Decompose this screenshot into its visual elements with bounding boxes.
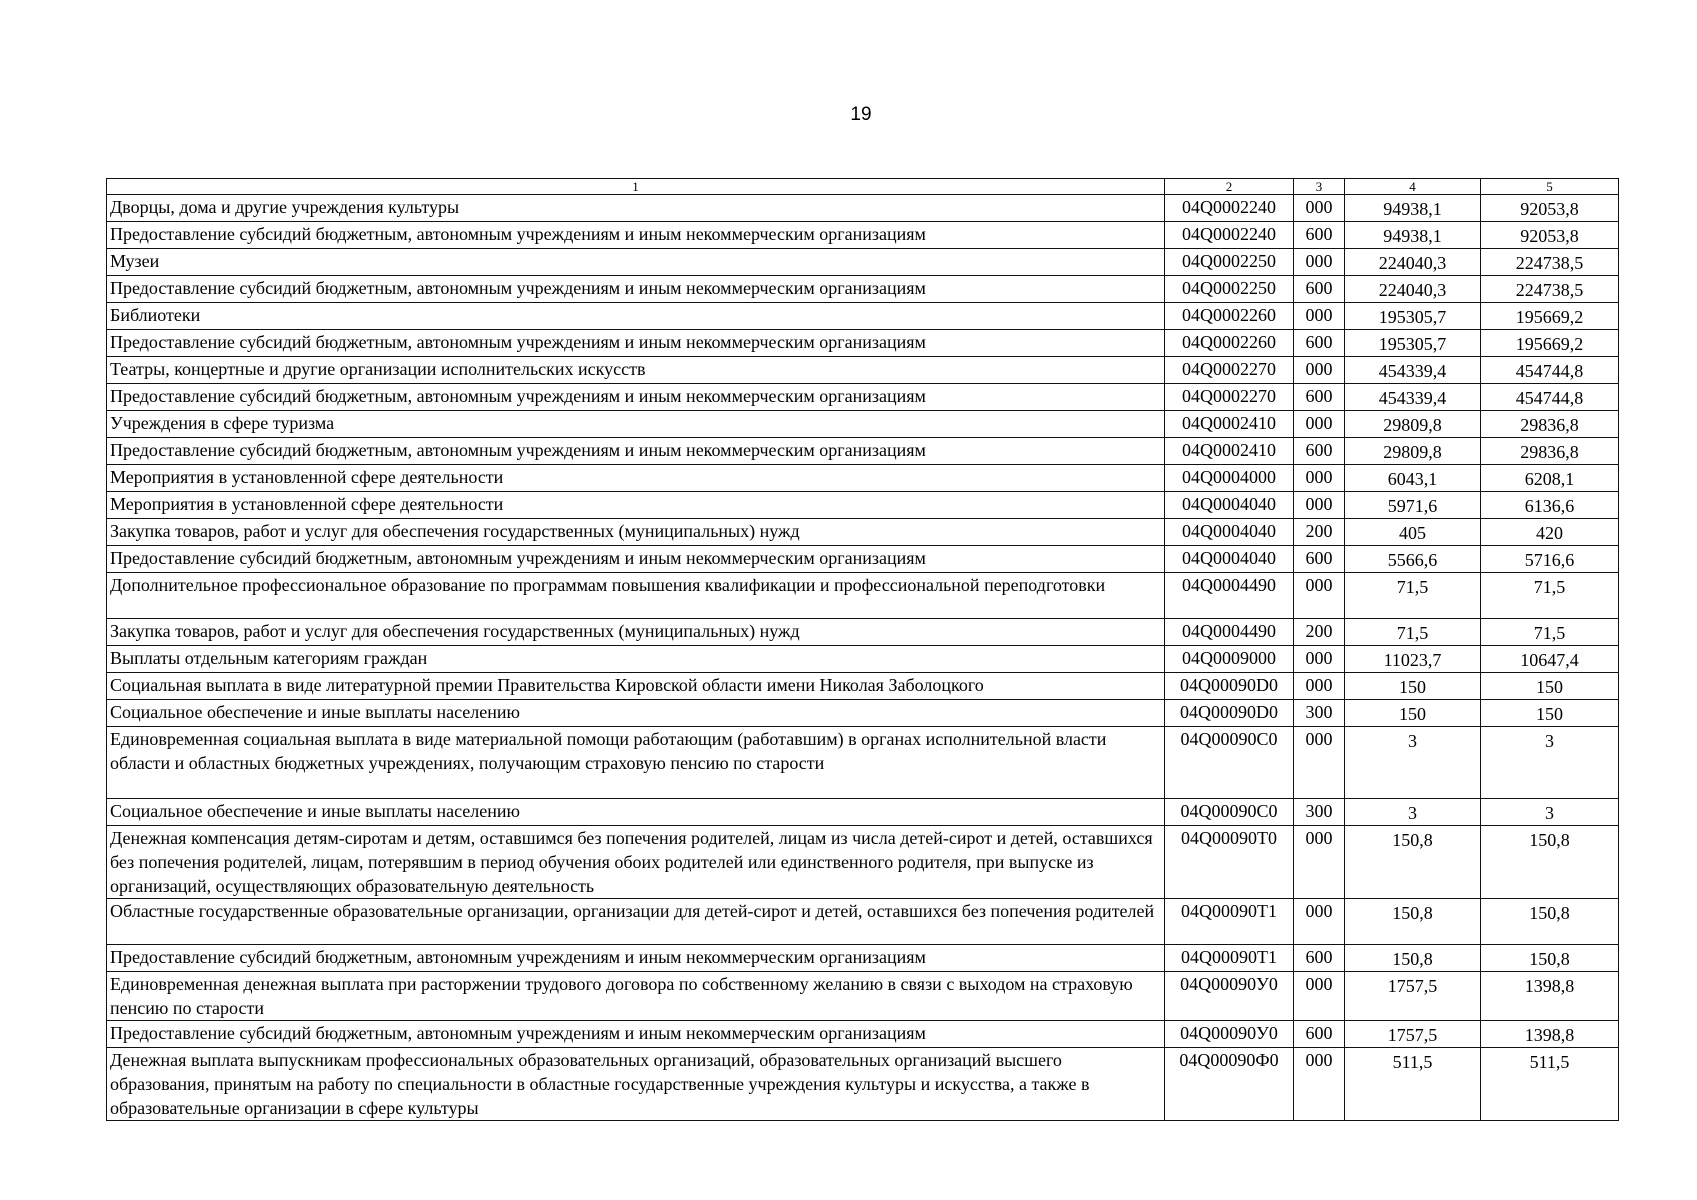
row-value-col5-text: 454744,8 <box>1515 361 1584 381</box>
row-type-cell: 000 <box>1294 899 1345 945</box>
row-name-cell: Дворцы, дома и другие учреждения культуры <box>107 195 1165 222</box>
header-col-1: 1 <box>107 179 1165 195</box>
row-code-cell: 04Q0009000 <box>1165 646 1294 673</box>
row-type-cell: 300 <box>1294 700 1345 727</box>
row-value-col5-cell <box>1481 303 1619 330</box>
row-value-col4-text: 405 <box>1399 523 1426 543</box>
row-value-col4-text: 29809,8 <box>1383 442 1442 462</box>
row-value-col5-text: 195669,2 <box>1515 307 1584 327</box>
row-value-col5-cell <box>1481 276 1619 303</box>
row-value-col4-text: 29809,8 <box>1383 415 1442 435</box>
budget-table <box>106 178 1619 1121</box>
row-code-cell: 04Q00090Ф0 <box>1165 1048 1294 1121</box>
table-row <box>107 384 1619 411</box>
row-value-col4-cell <box>1345 799 1481 826</box>
row-value-col5-text: 29836,8 <box>1520 442 1579 462</box>
row-value-col4-cell <box>1345 357 1481 384</box>
row-value-col4-cell <box>1345 330 1481 357</box>
row-value-col4-text: 5566,6 <box>1387 550 1438 570</box>
row-value-col5-cell <box>1481 1048 1619 1121</box>
row-value-col4-cell <box>1345 673 1481 700</box>
row-type-cell: 000 <box>1294 826 1345 899</box>
row-code-cell: 04Q0002250 <box>1165 249 1294 276</box>
row-name-cell: Денежная выплата выпускникам профессиональных образовательных организаций, образовательных организаций высшего образования, принятым на работу по специальности в областные государственные учреждения культуры и искусства, а также в образовательные организации в сфере культуры <box>107 1048 1165 1121</box>
row-value-col4-cell <box>1345 546 1481 573</box>
row-type-cell: 600 <box>1294 276 1345 303</box>
row-value-col5-cell <box>1481 673 1619 700</box>
row-value-col5-text: 92053,8 <box>1520 199 1579 219</box>
row-code-cell: 04Q0002270 <box>1165 384 1294 411</box>
row-value-col5-cell <box>1481 727 1619 799</box>
row-code-cell: 04Q0002240 <box>1165 222 1294 249</box>
table-row <box>107 249 1619 276</box>
row-code-cell: 04Q0002260 <box>1165 303 1294 330</box>
row-type-cell: 000 <box>1294 646 1345 673</box>
row-value-col5-text: 224738,5 <box>1515 253 1584 273</box>
row-name-cell: Театры, концертные и другие организации исполнительских искусств <box>107 357 1165 384</box>
row-value-col5-text: 71,5 <box>1533 623 1566 643</box>
row-name-cell: Единовременная социальная выплата в виде материальной помощи работающим (работавшим) в органах исполнительной власти области и областных бюджетных учреждениях, получающим страховую пенсию по старости <box>107 727 1165 799</box>
row-type-cell: 000 <box>1294 673 1345 700</box>
page-number: 19 <box>850 104 872 125</box>
table-row <box>107 972 1619 1021</box>
table-row <box>107 303 1619 330</box>
row-value-col4-text: 6043,1 <box>1387 469 1438 489</box>
table-row <box>107 492 1619 519</box>
row-code-cell: 04Q0002260 <box>1165 330 1294 357</box>
row-code-cell: 04Q00090У0 <box>1165 1021 1294 1048</box>
row-type-cell: 000 <box>1294 357 1345 384</box>
row-value-col4-cell <box>1345 303 1481 330</box>
row-name-cell: Социальное обеспечение и иные выплаты населению <box>107 799 1165 826</box>
row-code-cell: 04Q00090C0 <box>1165 799 1294 826</box>
table-row <box>107 646 1619 673</box>
row-name-cell: Предоставление субсидий бюджетным, автономным учреждениям и иным некоммерческим организациям <box>107 945 1165 972</box>
row-name-cell: Закупка товаров, работ и услуг для обеспечения государственных (муниципальных) нужд <box>107 519 1165 546</box>
row-name-cell: Единовременная денежная выплата при расторжении трудового договора по собственному желанию в связи с выходом на страховую пенсию по старости <box>107 972 1165 1021</box>
header-col-2: 2 <box>1165 179 1294 195</box>
row-value-col5-text: 6136,6 <box>1524 496 1575 516</box>
table-row <box>107 519 1619 546</box>
row-value-col4-text: 1757,5 <box>1387 1025 1438 1045</box>
row-name-cell: Мероприятия в установленной сфере деятельности <box>107 465 1165 492</box>
row-type-cell: 000 <box>1294 573 1345 619</box>
row-value-col5-text: 150,8 <box>1529 903 1570 923</box>
row-name-cell: Денежная компенсация детям-сиротам и детям, оставшимся без попечения родителей, лицам из числа детей-сирот и детей, оставшихся без попечения родителей, лицам, потерявшим в период обучения обоих родителей или единственного родителя, при выпуске из организаций, осуществляющих образовательную деятельность <box>107 826 1165 899</box>
row-value-col5-text: 150 <box>1536 704 1563 724</box>
row-code-cell: 04Q00090C0 <box>1165 727 1294 799</box>
table-header-row <box>107 179 1619 195</box>
table-row <box>107 700 1619 727</box>
table-row <box>107 945 1619 972</box>
row-value-col5-cell <box>1481 384 1619 411</box>
row-value-col5-text: 5716,6 <box>1524 550 1575 570</box>
row-type-cell: 000 <box>1294 465 1345 492</box>
row-code-cell: 04Q0002270 <box>1165 357 1294 384</box>
row-code-cell: 04Q00090T1 <box>1165 899 1294 945</box>
row-code-cell: 04Q0002250 <box>1165 276 1294 303</box>
row-value-col4-cell <box>1345 411 1481 438</box>
row-type-cell: 600 <box>1294 330 1345 357</box>
row-type-cell: 000 <box>1294 727 1345 799</box>
table-row <box>107 357 1619 384</box>
row-value-col4-cell <box>1345 438 1481 465</box>
table-row <box>107 899 1619 945</box>
row-code-cell: 04Q0004490 <box>1165 573 1294 619</box>
row-code-cell: 04Q0002410 <box>1165 438 1294 465</box>
row-code-cell: 04Q0002240 <box>1165 195 1294 222</box>
row-value-col5-text: 10647,4 <box>1520 650 1579 670</box>
row-value-col5-text: 195669,2 <box>1515 334 1584 354</box>
row-value-col5-cell <box>1481 195 1619 222</box>
row-value-col4-cell <box>1345 619 1481 646</box>
row-value-col4-text: 195305,7 <box>1378 334 1447 354</box>
row-value-col5-cell <box>1481 465 1619 492</box>
row-value-col4-cell <box>1345 826 1481 899</box>
row-value-col4-text: 94938,1 <box>1383 226 1442 246</box>
row-value-col4-cell <box>1345 249 1481 276</box>
row-value-col4-cell <box>1345 945 1481 972</box>
row-value-col4-text: 5971,6 <box>1387 496 1438 516</box>
row-value-col4-text: 94938,1 <box>1383 199 1442 219</box>
row-code-cell: 04Q0004040 <box>1165 546 1294 573</box>
row-code-cell: 04Q0004040 <box>1165 519 1294 546</box>
row-name-cell: Дополнительное профессиональное образование по программам повышения квалификации и профессиональной переподготовки <box>107 573 1165 619</box>
row-type-cell: 000 <box>1294 411 1345 438</box>
row-value-col4-cell <box>1345 222 1481 249</box>
header-col-4: 4 <box>1345 179 1481 195</box>
header-col-3: 3 <box>1294 179 1345 195</box>
row-value-col5-cell <box>1481 330 1619 357</box>
row-value-col4-text: 224040,3 <box>1378 253 1447 273</box>
row-code-cell: 04Q00090У0 <box>1165 972 1294 1021</box>
row-name-cell: Мероприятия в установленной сфере деятельности <box>107 492 1165 519</box>
row-value-col4-text: 150 <box>1399 704 1426 724</box>
row-value-col4-cell <box>1345 492 1481 519</box>
row-value-col5-cell <box>1481 899 1619 945</box>
row-type-cell: 600 <box>1294 1021 1345 1048</box>
row-name-cell: Социальное обеспечение и иные выплаты населению <box>107 700 1165 727</box>
row-name-cell: Предоставление субсидий бюджетным, автономным учреждениям и иным некоммерческим организациям <box>107 438 1165 465</box>
row-value-col5-cell <box>1481 826 1619 899</box>
row-value-col5-cell <box>1481 546 1619 573</box>
row-value-col4-text: 3 <box>1408 731 1417 751</box>
table-row <box>107 573 1619 619</box>
row-value-col5-cell <box>1481 799 1619 826</box>
row-name-cell: Предоставление субсидий бюджетным, автономным учреждениям и иным некоммерческим организациям <box>107 222 1165 249</box>
row-value-col5-text: 224738,5 <box>1515 280 1584 300</box>
row-name-cell: Предоставление субсидий бюджетным, автономным учреждениям и иным некоммерческим организациям <box>107 330 1165 357</box>
row-value-col5-cell <box>1481 700 1619 727</box>
row-value-col5-text: 454744,8 <box>1515 388 1584 408</box>
row-type-cell: 600 <box>1294 546 1345 573</box>
row-value-col4-text: 71,5 <box>1396 623 1429 643</box>
table-row <box>107 222 1619 249</box>
row-type-cell: 600 <box>1294 945 1345 972</box>
row-value-col4-cell <box>1345 384 1481 411</box>
row-value-col5-text: 92053,8 <box>1520 226 1579 246</box>
row-value-col4-text: 150,8 <box>1392 903 1433 923</box>
table-row <box>107 465 1619 492</box>
table-row <box>107 330 1619 357</box>
table-row <box>107 438 1619 465</box>
row-value-col4-text: 11023,7 <box>1383 650 1442 670</box>
row-value-col4-text: 71,5 <box>1396 577 1429 597</box>
row-value-col4-text: 150 <box>1399 677 1426 697</box>
row-code-cell: 04Q0002410 <box>1165 411 1294 438</box>
table-row <box>107 1021 1619 1048</box>
row-type-cell: 200 <box>1294 619 1345 646</box>
row-name-cell: Предоставление субсидий бюджетным, автономным учреждениям и иным некоммерческим организациям <box>107 1021 1165 1048</box>
row-value-col5-text: 1398,8 <box>1524 1025 1575 1045</box>
table-row <box>107 411 1619 438</box>
row-value-col5-text: 3 <box>1545 731 1554 751</box>
row-value-col5-cell <box>1481 357 1619 384</box>
row-value-col5-text: 1398,8 <box>1524 976 1575 996</box>
row-type-cell: 000 <box>1294 249 1345 276</box>
row-type-cell: 000 <box>1294 492 1345 519</box>
table-row <box>107 619 1619 646</box>
header-col-5: 5 <box>1481 179 1619 195</box>
row-value-col4-cell <box>1345 1048 1481 1121</box>
row-value-col5-cell <box>1481 411 1619 438</box>
table-row <box>107 276 1619 303</box>
row-value-col4-cell <box>1345 573 1481 619</box>
row-code-cell: 04Q00090D0 <box>1165 673 1294 700</box>
row-value-col4-text: 511,5 <box>1392 1052 1433 1072</box>
row-value-col4-text: 3 <box>1408 803 1417 823</box>
table-row <box>107 673 1619 700</box>
row-value-col4-cell <box>1345 972 1481 1021</box>
row-value-col5-cell <box>1481 438 1619 465</box>
row-type-cell: 000 <box>1294 303 1345 330</box>
row-value-col4-cell <box>1345 195 1481 222</box>
row-value-col5-cell <box>1481 646 1619 673</box>
row-value-col5-text: 150,8 <box>1529 949 1570 969</box>
row-value-col4-cell <box>1345 519 1481 546</box>
row-value-col4-cell <box>1345 276 1481 303</box>
row-code-cell: 04Q00090T0 <box>1165 826 1294 899</box>
row-name-cell: Закупка товаров, работ и услуг для обеспечения государственных (муниципальных) нужд <box>107 619 1165 646</box>
row-name-cell: Музеи <box>107 249 1165 276</box>
row-code-cell: 04Q0004490 <box>1165 619 1294 646</box>
row-value-col5-cell <box>1481 972 1619 1021</box>
row-value-col4-cell <box>1345 1021 1481 1048</box>
row-type-cell: 600 <box>1294 222 1345 249</box>
row-value-col5-text: 150,8 <box>1529 830 1570 850</box>
row-value-col4-text: 454339,4 <box>1378 361 1447 381</box>
row-value-col5-cell <box>1481 945 1619 972</box>
row-value-col5-cell <box>1481 519 1619 546</box>
row-type-cell: 000 <box>1294 195 1345 222</box>
row-value-col5-cell <box>1481 1021 1619 1048</box>
row-value-col5-cell <box>1481 492 1619 519</box>
row-value-col4-cell <box>1345 899 1481 945</box>
row-value-col5-text: 511,5 <box>1529 1052 1570 1072</box>
row-name-cell: Социальная выплата в виде литературной премии Правительства Кировской области имени Николая Заболоцкого <box>107 673 1165 700</box>
row-name-cell: Областные государственные образовательные организации, организации для детей-сирот и детей, оставшихся без попечения родителей <box>107 899 1165 945</box>
row-value-col4-text: 1757,5 <box>1387 976 1438 996</box>
row-value-col4-text: 150,8 <box>1392 949 1433 969</box>
row-type-cell: 300 <box>1294 799 1345 826</box>
row-value-col5-text: 150 <box>1536 677 1563 697</box>
row-value-col4-text: 224040,3 <box>1378 280 1447 300</box>
row-value-col5-text: 3 <box>1545 803 1554 823</box>
row-name-cell: Выплаты отдельным категориям граждан <box>107 646 1165 673</box>
row-value-col5-cell <box>1481 222 1619 249</box>
row-code-cell: 04Q00090D0 <box>1165 700 1294 727</box>
row-name-cell: Учреждения в сфере туризма <box>107 411 1165 438</box>
row-value-col5-cell <box>1481 619 1619 646</box>
table-row <box>107 546 1619 573</box>
row-value-col4-cell <box>1345 727 1481 799</box>
row-type-cell: 600 <box>1294 384 1345 411</box>
row-value-col4-cell <box>1345 646 1481 673</box>
row-value-col4-text: 150,8 <box>1392 830 1433 850</box>
row-value-col4-text: 454339,4 <box>1378 388 1447 408</box>
row-type-cell: 600 <box>1294 438 1345 465</box>
row-value-col4-text: 195305,7 <box>1378 307 1447 327</box>
row-name-cell: Библиотеки <box>107 303 1165 330</box>
row-value-col5-text: 29836,8 <box>1520 415 1579 435</box>
row-name-cell: Предоставление субсидий бюджетным, автономным учреждениям и иным некоммерческим организациям <box>107 384 1165 411</box>
table-row <box>107 826 1619 899</box>
row-value-col5-text: 420 <box>1536 523 1563 543</box>
table-row <box>107 799 1619 826</box>
row-type-cell: 000 <box>1294 1048 1345 1121</box>
row-value-col4-cell <box>1345 465 1481 492</box>
table-row <box>107 1048 1619 1121</box>
row-type-cell: 000 <box>1294 972 1345 1021</box>
row-value-col5-text: 71,5 <box>1533 577 1566 597</box>
row-type-cell: 200 <box>1294 519 1345 546</box>
row-code-cell: 04Q0004000 <box>1165 465 1294 492</box>
row-code-cell: 04Q0004040 <box>1165 492 1294 519</box>
table-row <box>107 727 1619 799</box>
row-value-col5-cell <box>1481 573 1619 619</box>
row-value-col5-cell <box>1481 249 1619 276</box>
table-row <box>107 195 1619 222</box>
row-name-cell: Предоставление субсидий бюджетным, автономным учреждениям и иным некоммерческим организациям <box>107 276 1165 303</box>
row-value-col5-text: 6208,1 <box>1524 469 1575 489</box>
row-name-cell: Предоставление субсидий бюджетным, автономным учреждениям и иным некоммерческим организациям <box>107 546 1165 573</box>
row-value-col4-cell <box>1345 700 1481 727</box>
row-code-cell: 04Q00090T1 <box>1165 945 1294 972</box>
